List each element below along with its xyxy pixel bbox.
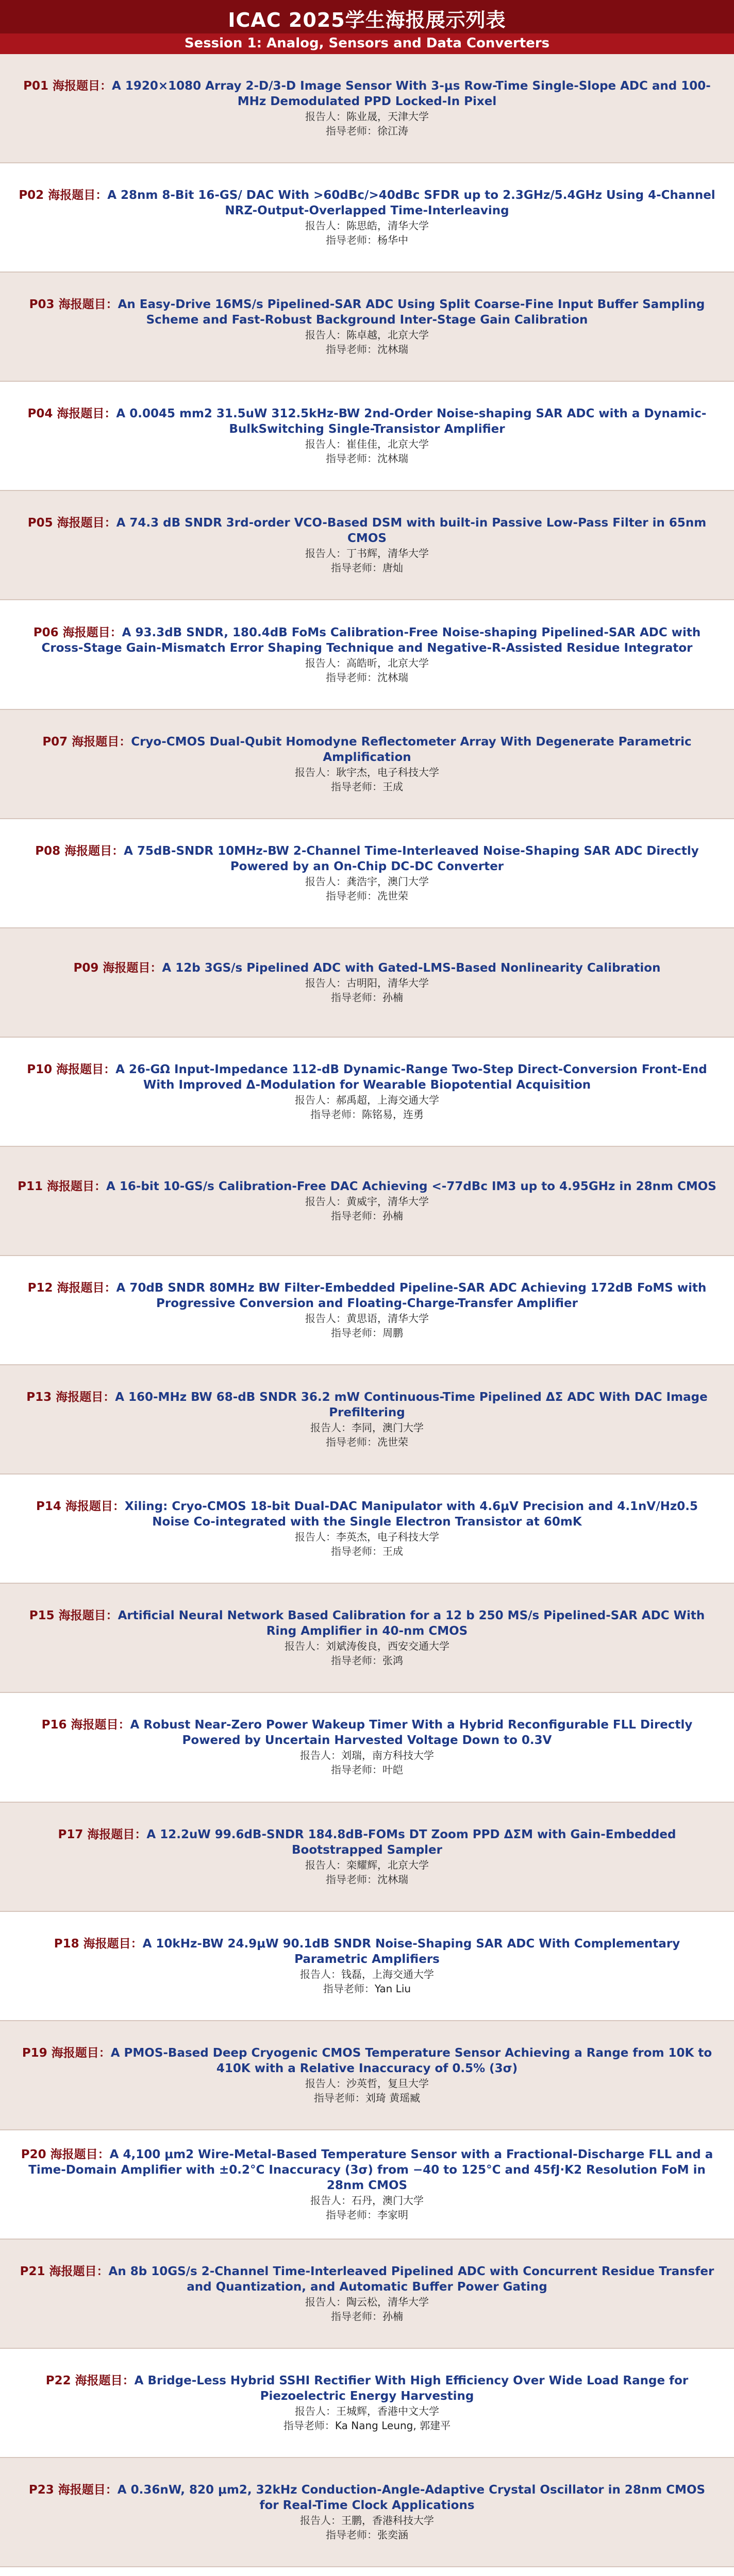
- advisor-value: 唐灿: [382, 562, 403, 574]
- advisor-label: 指导老师：: [326, 1873, 377, 1886]
- poster-title-label: 海报题目：: [57, 407, 116, 421]
- poster-code: P20: [21, 2147, 46, 2161]
- poster-title: A 10kHz-BW 24.9μW 90.1dB SNDR Noise-Shaping SAR ADC With Complementary Parametric Amplifiers: [142, 1937, 680, 1966]
- presenter-label: 报告人：: [305, 2295, 346, 2308]
- advisor-line: [331, 779, 403, 794]
- poster-entry: [0, 2240, 734, 2349]
- presenter-line: [300, 1967, 434, 1981]
- poster-title-line: [18, 2373, 716, 2404]
- advisor-value: 刘琦 黄瑶臧: [365, 2091, 421, 2104]
- poster-title-label: 海报题目：: [56, 1391, 115, 1404]
- presenter-value: 沙英哲，复旦大学: [346, 2077, 429, 2090]
- poster-title: A 93.3dB SNDR, 180.4dB FoMs Calibration-Free Noise-shaping Pipelined-SAR ADC with Cross-Stage Gain-Mismatch Error Shaping Technique and Negative-R-Assisted Residue Integrator: [41, 625, 701, 655]
- poster-title: A 1920×1080 Array 2-D/3-D Image Sensor With 3-μs Row-Time Single-Slope ADC and 100-MHz Demodulated PPD Locked-In Pixel: [112, 79, 711, 109]
- advisor-line: [310, 1107, 424, 1122]
- poster-title-line: [18, 515, 716, 546]
- poster-entry: [0, 1147, 734, 1256]
- presenter-label: 报告人：: [300, 1749, 341, 1762]
- poster-title-line: [18, 2482, 716, 2513]
- poster-entry: [0, 2458, 734, 2567]
- poster-title: A 12.2uW 99.6dB-SNDR 184.8dB-FOMs DT Zoom PPD ΔΣM with Gain-Embedded Bootstrapped Sampler: [146, 1827, 676, 1857]
- advisor-line: [326, 889, 408, 903]
- advisor-value: 孙楠: [382, 1209, 403, 1222]
- poster-title-label: 海报题目：: [56, 1062, 116, 1076]
- poster-title-label: 海报题目：: [49, 2264, 109, 2278]
- advisor-value: 李家明: [377, 2208, 408, 2221]
- advisor-label: 指导老师：: [331, 991, 382, 1004]
- advisor-value: 沈林瑞: [377, 343, 408, 356]
- poster-code: P17: [58, 1827, 84, 1841]
- poster-entry: [0, 819, 734, 928]
- presenter-line: [295, 2404, 439, 2418]
- poster-title-label: 海报题目：: [103, 961, 162, 975]
- poster-title-line: [18, 1717, 716, 1748]
- presenter-line: [305, 437, 429, 451]
- poster-entry: [0, 2021, 734, 2130]
- advisor-value: 徐江涛: [377, 125, 408, 138]
- poster-title-line: [18, 2147, 716, 2193]
- presenter-line: [305, 546, 429, 561]
- presenter-label: 报告人：: [305, 438, 346, 451]
- presenter-line: [305, 2295, 429, 2309]
- advisor-value: Ka Nang Leung, 郭建平: [335, 2419, 451, 2432]
- poster-title-line: [18, 2264, 716, 2295]
- advisor-value: Yan Liu: [374, 1982, 411, 1995]
- poster-entry: [0, 1693, 734, 1802]
- advisor-label: 指导老师：: [331, 1545, 382, 1558]
- advisor-line: [326, 2528, 408, 2542]
- poster-code: P14: [36, 1500, 61, 1514]
- presenter-line: [295, 1530, 439, 1544]
- poster-title-label: 海报题目：: [50, 2147, 110, 2161]
- advisor-line: [331, 2309, 403, 2324]
- poster-code: P08: [35, 844, 61, 858]
- poster-entry: [0, 1365, 734, 1475]
- poster-entry: [0, 491, 734, 600]
- presenter-label: 报告人：: [305, 329, 346, 342]
- presenter-value: 崔佳佳，北京大学: [346, 438, 429, 451]
- poster-entry: [0, 54, 734, 163]
- poster-title-label: 海报题目：: [47, 1179, 107, 1193]
- poster-title: A 0.36nW, 820 μm2, 32kHz Conduction-Angle-Adaptive Crystal Oscillator in 28nm CMOS for Real-Time Clock Applications: [117, 2483, 706, 2513]
- advisor-value: 周鹏: [382, 1327, 403, 1340]
- session-banner: Session 1: Analog, Sensors and Data Converters: [0, 33, 734, 54]
- advisor-label: 指导老师：: [331, 780, 382, 793]
- presenter-line: [295, 765, 439, 779]
- advisor-label: 指导老师：: [326, 452, 377, 465]
- poster-title: A PMOS-Based Deep Cryogenic CMOS Temperature Sensor Achieving a Range from 10K to 410K with a Relative Inaccuracy of 0.5% (3σ): [110, 2046, 712, 2075]
- poster-title-label: 海报题目：: [65, 1500, 125, 1514]
- poster-code: P06: [33, 625, 59, 639]
- poster-title-label: 海报题目：: [71, 1718, 130, 1732]
- advisor-line: [326, 124, 408, 138]
- poster-code: P22: [45, 2374, 71, 2388]
- poster-title: A 28nm 8-Bit 16-GS/ DAC With >60dBc/>40dBc SFDR up to 2.3GHz/5.4GHz Using 4-Channel NRZ-Output-Overlapped Time-Interleaving: [107, 189, 715, 218]
- presenter-value: 陈思皓，清华大学: [346, 219, 429, 232]
- poster-entry: [0, 1803, 734, 1912]
- presenter-label: 报告人：: [305, 976, 346, 989]
- advisor-line: [331, 990, 403, 1005]
- presenter-value: 丁书辉，清华大学: [346, 547, 429, 560]
- advisor-line: [314, 2091, 420, 2105]
- advisor-value: 王成: [382, 1545, 403, 1558]
- presenter-label: 报告人：: [295, 1093, 336, 1106]
- advisor-label: 指导老师：: [283, 2419, 335, 2432]
- advisor-line: [326, 1872, 408, 1887]
- poster-title-line: [18, 843, 716, 874]
- advisor-label: 指导老师：: [326, 2529, 377, 2541]
- presenter-line: [310, 1420, 424, 1435]
- poster-entry: [0, 600, 734, 709]
- poster-title-label: 海报题目：: [58, 1609, 118, 1623]
- poster-title-line: [18, 1062, 716, 1093]
- advisor-line: [326, 670, 408, 685]
- advisor-value: 沈林瑞: [377, 452, 408, 465]
- advisor-label: 指导老师：: [326, 889, 377, 902]
- presenter-value: 耿宇杰，电子科技大学: [336, 766, 439, 778]
- advisor-value: 孙楠: [382, 2310, 403, 2323]
- presenter-value: 黄思语，清华大学: [346, 1312, 429, 1325]
- advisor-value: 杨华中: [377, 234, 408, 247]
- poster-title: Cryo-CMOS Dual-Qubit Homodyne Reflectometer Array With Degenerate Parametric Amplification: [131, 735, 692, 764]
- page-title: ICAC 2025学生海报展示列表: [228, 9, 506, 31]
- poster-code: P10: [27, 1062, 53, 1076]
- poster-code: P12: [27, 1281, 53, 1295]
- presenter-line: [305, 109, 429, 124]
- poster-code: P07: [42, 735, 68, 749]
- presenter-label: 报告人：: [300, 2514, 341, 2527]
- poster-entry: [0, 710, 734, 819]
- advisor-value: 张鸿: [382, 1654, 403, 1667]
- advisor-line: [331, 1653, 403, 1668]
- poster-code: P04: [27, 407, 53, 421]
- poster-title: A 74.3 dB SNDR 3rd-order VCO-Based DSM with built-in Passive Low-Pass Filter in 65nm CMOS: [116, 516, 707, 546]
- presenter-value: 石丹，澳门大学: [352, 2194, 424, 2207]
- poster-entry: [0, 2349, 734, 2458]
- presenter-value: 刘斌涛俊良，西安交通大学: [326, 1640, 449, 1653]
- advisor-label: 指导老师：: [331, 562, 382, 574]
- presenter-label: 报告人：: [285, 1640, 326, 1653]
- advisor-line: [331, 1209, 403, 1223]
- presenter-label: 报告人：: [305, 1195, 346, 1208]
- presenter-label: 报告人：: [305, 110, 346, 123]
- poster-entry: [0, 382, 734, 491]
- poster-title: An Easy-Drive 16MS/s Pipelined-SAR ADC Using Split Coarse-Fine Input Buffer Sampling Scheme and Fast-Robust Background Inter-Stage Gain Calibration: [118, 298, 705, 327]
- advisor-label: 指导老师：: [331, 1654, 382, 1667]
- presenter-value: 陶云松，清华大学: [346, 2295, 429, 2308]
- poster-title-label: 海报题目：: [87, 1827, 147, 1841]
- advisor-value: 沈林瑞: [377, 671, 408, 684]
- presenter-label: 报告人：: [295, 2405, 336, 2418]
- poster-title: Artificial Neural Network Based Calibration for a 12 b 250 MS/s Pipelined-SAR ADC With Ring Amplifier in 40-nm CMOS: [118, 1609, 705, 1638]
- poster-title: Xiling: Cryo-CMOS 18-bit Dual-DAC Manipulator with 4.6μV Precision and 4.1nV/Hz0.5 Noise Co-integrated with the Single Electron Transistor at 60mK: [124, 1500, 698, 1529]
- poster-entry: [0, 1475, 734, 1584]
- poster-title-line: [18, 1179, 716, 1194]
- poster-title: A 75dB-SNDR 10MHz-BW 2-Channel Time-Interleaved Noise-Shaping SAR ADC Directly Powered by an On-Chip DC-DC Converter: [124, 844, 699, 873]
- poster-title-label: 海报题目：: [57, 1281, 116, 1295]
- advisor-line: [326, 342, 408, 357]
- advisor-line: [326, 1435, 408, 1449]
- poster-title-label: 海报题目：: [62, 625, 122, 639]
- advisor-value: 沈林瑞: [377, 1873, 408, 1886]
- advisor-label: 指导老师：: [326, 671, 377, 684]
- poster-entry: [0, 2130, 734, 2240]
- page-header: [0, 0, 734, 54]
- poster-title-label: 海报题目：: [48, 189, 108, 202]
- presenter-line: [305, 1858, 429, 1872]
- presenter-value: 栾耀辉，北京大学: [346, 1858, 429, 1871]
- presenter-line: [305, 874, 429, 889]
- presenter-label: 报告人：: [305, 1858, 346, 1871]
- poster-code: P18: [54, 1937, 79, 1951]
- poster-entry: [0, 273, 734, 382]
- advisor-value: 冼世荣: [377, 889, 408, 902]
- poster-entry: [0, 1912, 734, 2021]
- presenter-line: [300, 2513, 434, 2528]
- poster-title: A 0.0045 mm2 31.5uW 312.5kHz-BW 2nd-Order Noise-shaping SAR ADC with a Dynamic-BulkSwitching Single-Transistor Amplifier: [116, 407, 707, 436]
- presenter-value: 陈业晟，天津大学: [346, 110, 429, 123]
- presenter-value: 李英杰，电子科技大学: [336, 1531, 439, 1544]
- poster-title: An 8b 10GS/s 2-Channel Time-Interleaved Pipelined ADC with Concurrent Residue Transfer and Quantization, and Automatic Buffer Power Gating: [108, 2264, 714, 2294]
- presenter-value: 古明阳，清华大学: [346, 976, 429, 989]
- advisor-label: 指导老师：: [313, 2091, 365, 2104]
- poster-title-line: [74, 960, 661, 976]
- presenter-value: 王城辉，香港中文大学: [336, 2405, 439, 2418]
- presenter-line: [295, 1093, 439, 1107]
- presenter-value: 刘瑞，南方科技大学: [341, 1749, 434, 1762]
- advisor-label: 指导老师：: [323, 1982, 375, 1995]
- advisor-label: 指导老师：: [326, 343, 377, 356]
- presenter-label: 报告人：: [310, 2194, 352, 2207]
- poster-code: P01: [23, 79, 49, 93]
- advisor-label: 指导老师：: [326, 125, 377, 138]
- presenter-line: [305, 1311, 429, 1326]
- presenter-label: 报告人：: [305, 1312, 346, 1325]
- poster-title-label: 海报题目：: [64, 844, 124, 858]
- poster-title-line: [18, 1280, 716, 1311]
- advisor-label: 指导老师：: [331, 1327, 382, 1340]
- poster-title-line: [18, 78, 716, 109]
- poster-code: P11: [18, 1179, 43, 1193]
- presenter-line: [310, 2193, 424, 2208]
- poster-title: A 160-MHz BW 68-dB SNDR 36.2 mW Continuous-Time Pipelined ΔΣ ADC With DAC Image Prefiltering: [115, 1391, 708, 1420]
- advisor-line: [331, 1762, 403, 1777]
- poster-title-label: 海报题目：: [57, 516, 116, 530]
- poster-list: [0, 54, 734, 2576]
- poster-title-line: [18, 1389, 716, 1420]
- poster-title-label: 海报题目：: [75, 2374, 135, 2388]
- poster-entry: [0, 928, 734, 1038]
- presenter-value: 高皓昕，北京大学: [346, 656, 429, 669]
- poster-entry: [0, 1038, 734, 1147]
- presenter-line: [305, 976, 429, 990]
- presenter-line: [305, 2076, 429, 2091]
- poster-title-label: 海报题目：: [51, 2046, 111, 2060]
- advisor-value: 冼世荣: [377, 1436, 408, 1449]
- presenter-line: [305, 328, 429, 342]
- advisor-value: 陈铭易，连勇: [362, 1108, 424, 1121]
- poster-title-line: [18, 297, 716, 328]
- presenter-line: [305, 656, 429, 670]
- presenter-value: 李同，澳门大学: [352, 1421, 424, 1434]
- presenter-line: [305, 1194, 429, 1209]
- presenter-line: [300, 1748, 434, 1762]
- poster-title: A 16-bit 10-GS/s Calibration-Free DAC Achieving <-77dBc IM3 up to 4.95GHz in 28nm CMOS: [106, 1179, 716, 1193]
- presenter-label: 报告人：: [305, 656, 346, 669]
- presenter-label: 报告人：: [295, 766, 336, 778]
- presenter-label: 报告人：: [305, 219, 346, 232]
- presenter-label: 报告人：: [310, 1421, 352, 1434]
- poster-title-line: [18, 734, 716, 765]
- poster-title-label: 海报题目：: [53, 79, 112, 93]
- advisor-line: [331, 561, 403, 575]
- poster-code: P19: [22, 2046, 47, 2060]
- poster-code: P03: [29, 298, 55, 312]
- poster-title-line: [18, 625, 716, 656]
- poster-code: P05: [27, 516, 53, 530]
- advisor-label: 指导老师：: [331, 1209, 382, 1222]
- poster-title-line: [18, 1827, 716, 1858]
- advisor-value: 叶皑: [382, 1764, 403, 1776]
- advisor-label: 指导老师：: [326, 2208, 377, 2221]
- poster-entry: [0, 1584, 734, 1693]
- poster-entry: [0, 163, 734, 273]
- advisor-line: [326, 451, 408, 466]
- presenter-label: 报告人：: [305, 2077, 346, 2090]
- poster-title: A 70dB SNDR 80MHz BW Filter-Embedded Pipeline-SAR ADC Achieving 172dB FoMS with Progressive Conversion and Floating-Charge-Transfer Amplifier: [116, 1281, 707, 1311]
- presenter-label: 报告人：: [305, 547, 346, 560]
- poster-title-line: [18, 188, 716, 218]
- poster-code: P16: [41, 1718, 67, 1732]
- advisor-line: [326, 2208, 408, 2222]
- poster-title-line: [18, 2045, 716, 2076]
- advisor-label: 指导老师：: [331, 2310, 382, 2323]
- advisor-label: 指导老师：: [331, 1764, 382, 1776]
- presenter-value: 龚浩宇，澳门大学: [346, 875, 429, 888]
- advisor-line: [283, 2418, 451, 2433]
- poster-code: P13: [26, 1391, 52, 1404]
- advisor-line: [326, 233, 408, 247]
- poster-code: P02: [19, 189, 44, 202]
- presenter-line: [305, 218, 429, 233]
- presenter-label: 报告人：: [300, 1968, 341, 1980]
- advisor-line: [331, 1544, 403, 1558]
- advisor-line: [323, 1981, 411, 1996]
- presenter-label: 报告人：: [295, 1531, 336, 1544]
- poster-title-line: [18, 1499, 716, 1530]
- advisor-line: [331, 1326, 403, 1340]
- advisor-label: 指导老师：: [326, 1436, 377, 1449]
- advisor-value: 王成: [382, 780, 403, 793]
- poster-title-label: 海报题目：: [58, 298, 118, 312]
- advisor-label: 指导老师：: [326, 234, 377, 247]
- poster-title: A Robust Near-Zero Power Wakeup Timer With a Hybrid Reconfigurable FLL Directly Powered by Uncertain Harvested Voltage Down to 0.3V: [130, 1718, 693, 1748]
- poster-title-line: [18, 1608, 716, 1639]
- poster-title: A 4,100 μm2 Wire-Metal-Based Temperature Sensor with a Fractional-Discharge FLL and a Time-Domain Amplifier with ±0.2°C Inaccuracy (3σ) from −40 to 125°C and 45fJ·K2 Resolution FoM in 28nm CMOS: [28, 2147, 713, 2192]
- poster-title-label: 海报题目：: [58, 2483, 118, 2497]
- presenter-value: 郝禹超，上海交通大学: [336, 1093, 439, 1106]
- poster-entry: [0, 2567, 734, 2576]
- poster-title: A 12b 3GS/s Pipelined ADC with Gated-LMS-Based Nonlinearity Calibration: [162, 961, 661, 975]
- poster-title-label: 海报题目：: [83, 1937, 143, 1951]
- poster-title-line: [18, 406, 716, 437]
- poster-title: A 26-GΩ Input-Impedance 112-dB Dynamic-Range Two-Step Direct-Conversion Front-End With Improved Δ-Modulation for Wearable Biopotential Acquisition: [115, 1062, 707, 1092]
- poster-title-line: [18, 1936, 716, 1967]
- presenter-value: 王鹏，香港科技大学: [341, 2514, 434, 2527]
- poster-code: P09: [73, 961, 99, 975]
- presenter-value: 陈卓越，北京大学: [346, 329, 429, 342]
- advisor-value: 孙楠: [382, 991, 403, 1004]
- poster-title: A Bridge-Less Hybrid SSHI Rectifier With High Efficiency Over Wide Load Range for Piezoelectric Energy Harvesting: [134, 2374, 689, 2403]
- presenter-value: 钱磊，上海交通大学: [341, 1968, 434, 1980]
- poster-code: P23: [28, 2483, 54, 2497]
- poster-code: P15: [29, 1609, 55, 1623]
- presenter-value: 黄威宇，清华大学: [346, 1195, 429, 1208]
- poster-entry: [0, 1256, 734, 1365]
- advisor-value: 张奕涵: [377, 2529, 408, 2541]
- advisor-label: 指导老师：: [310, 1108, 362, 1121]
- poster-code: P21: [20, 2264, 45, 2278]
- poster-title-label: 海报题目：: [72, 735, 131, 749]
- presenter-label: 报告人：: [305, 875, 346, 888]
- presenter-line: [285, 1639, 449, 1653]
